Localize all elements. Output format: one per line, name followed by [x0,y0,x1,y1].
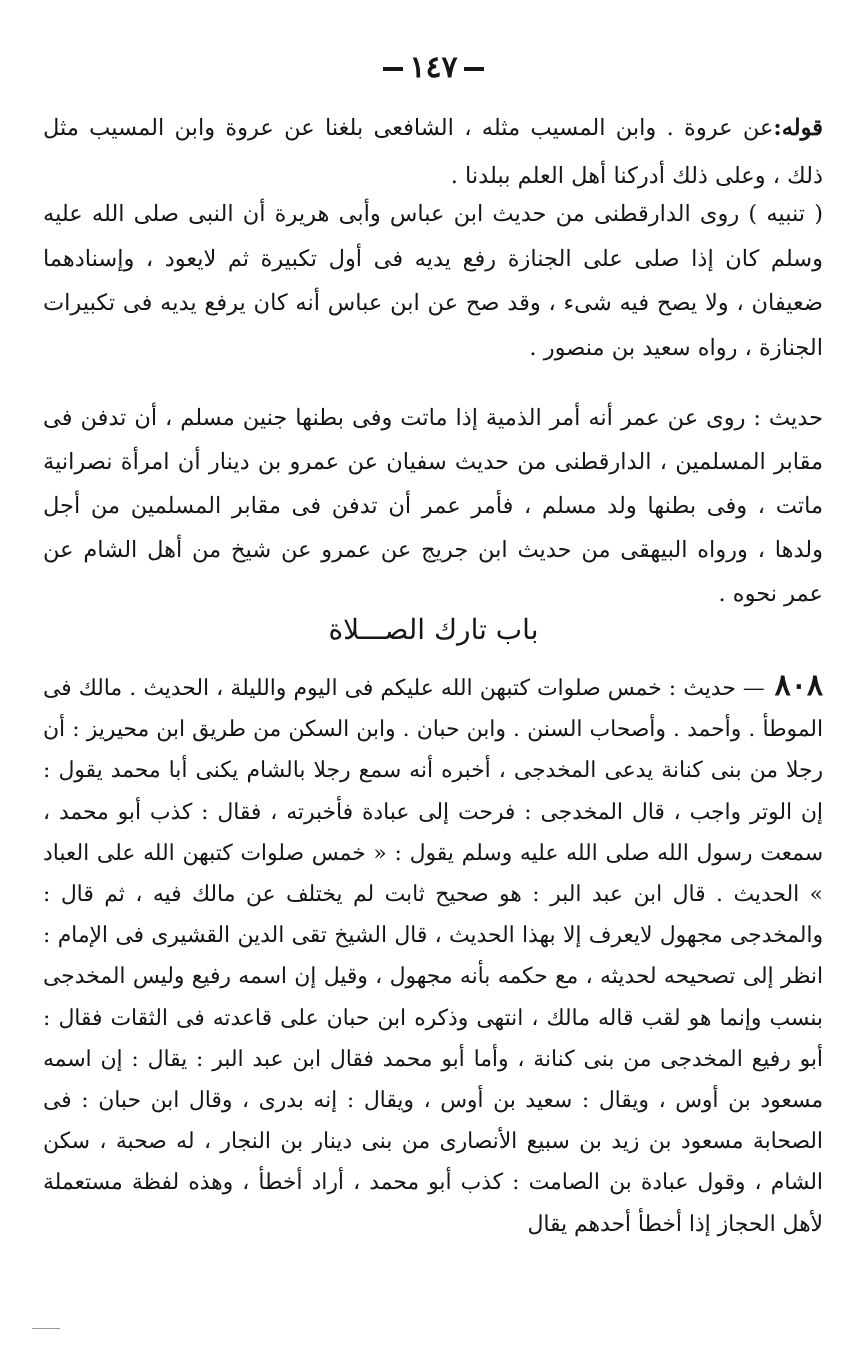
page-number [0,48,867,88]
paragraph-text: عن عروة . وابن المسيب مثله ، الشافعى بلغنا عن عروة وابن المسيب مثل ذلك ، وعلى ذلك أدركنا أهل العلم ببلدنا . [43,115,823,189]
paragraph-lead-word: قوله: [773,115,823,141]
page-number-dash-left [383,67,403,71]
margin-mark [32,1328,60,1329]
paragraph-text: ( تنبيه ) روى الدارقطنى من حديث ابن عباس وأبى هريرة أن النبى صلى الله عليه وسلم كان إذا صلى على الجنازة رفع يديه فى أول تكبيرة ثم لايعود ، وإسنادهما ضعيفان ، ولا يصح فيه شىء ، وقد صح عن ابن عباس أنه كان يرفع يديه فى تكبيرات الجنازة ، رواه سعيد بن منصور . [43,201,823,361]
paragraph-text: حديث : روى عن عمر أنه أمر الذمية إذا ماتت وفى بطنها جنين مسلم ، أن تدفن فى مقابر المسلمين ، الدارقطنى من حديث سفيان عن عمرو بن دينار أن امرأة نصرانية ماتت ، وفى بطنها ولد مسلم ، فأمر عمر أن تدفن فى مقابر المسلمين من أجل ولدها ، ورواه البيهقى من حديث ابن جريج عن عمرو عن شيخ من أهل الشام عن عمر نحوه . [43,405,823,607]
paragraph-text: — حديث : خمس صلوات كتبهن الله عليكم فى اليوم والليلة ، الحديث . مالك فى الموطأ . وأحمد . وأصحاب السنن . وابن حبان . وابن السكن من طريق ابن محيريز : أن رجلا من بنى كنانة يدعى المخدجى ، أخبره أنه سمع رجلا بالشام يكنى أبا محمد يقول : إن الوتر واجب ، قال المخدجى : فرحت إلى عبادة فأخبرته ، فقال : كذب أبو محمد ، سمعت رسول الله صلى الله عليه وسلم يقول : « خمس صلوات كتبهن الله على العباد » الحديث . قال ابن عبد البر : هو صحيح ثابت لم يختلف عن مالك فيه ، ثم قال : والمخدجى مجهول لايعرف إلا بهذا الحديث ، قال الشيخ تقى الدين القشيرى فى الإمام : انظر إلى تصحيحه لحديثه ، مع حكمه بأنه مجهول ، وقيل إن اسمه رفيع وليس المخدجى بنسب وإنما هو لقب قاله مالك ، انتهى وذكره ابن حبان على قاعدته فى الثقات فقال : أبو رفيع المخدجى من بنى كنانة ، وأما أبو محمد فقال ابن عبد البر : يقال : إن اسمه مسعود بن أوس ، ويقال : سعيد بن أوس ، ويقال : إنه بدرى ، وقال ابن حبان : فى الصحابة مسعود بن زيد بن سبيع الأنصارى من بنى دينار بن النجار ، له صحبة ، سكن الشام ، وقول عبادة بن الصامت : كذب أبو محمد ، أراد أخطأ ، وهذه لفظة مستعملة لأهل الحجاز إذا أخطأ أحدهم يقال [43,676,823,1237]
paragraph-hadith-dhimmiya [43,396,823,616]
page-number-dash-right [464,67,484,71]
paragraph-note [43,192,823,370]
paragraph-hadith-808 [43,665,823,1245]
page-number-value: ١٤٧ [409,50,458,85]
chapter-title: باب تارك الصـــلاة [328,613,539,646]
paragraph-commentary [43,104,823,200]
hadith-number: ٨٠٨ [774,668,823,703]
